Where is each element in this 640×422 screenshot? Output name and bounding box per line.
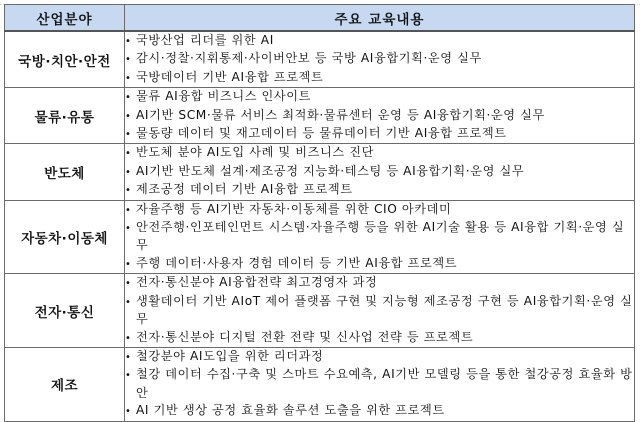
row-content [125,144,635,200]
table-row [5,200,635,274]
content-list [125,32,634,87]
bullet-icon: • [125,223,132,235]
table-row [5,88,635,144]
list-item: • 감시·정찰·지휘통제·사이버안보 등 국방 AI융합기획·운영 실무 [125,50,634,68]
list-item: • 안전주행·인포테인먼트 시스템·자율주행 등을 위한 AI기술 활용 등 AI융합 기획·운영 실무 [125,220,625,253]
bullet-icon: • [125,166,132,178]
list-item: • 전자·통신분야 AI융합전략 최고경영자 과정 [125,274,634,292]
bullet-icon: • [125,278,132,290]
row-category: 반도체 [5,144,125,200]
row-category: 국방·치안·안전 [5,31,125,88]
bullet-icon: • [125,92,132,104]
header-content: 주요 교육내용 [125,5,635,32]
table-row [5,347,635,421]
content-list [125,88,634,143]
bullet-icon: • [125,296,132,308]
table-header-row [5,5,635,32]
row-content [125,88,635,144]
list-item: • 물류 AI융합 비즈니스 인사이트 [125,88,634,106]
row-content [125,31,635,88]
table-row [5,274,635,348]
bullet-icon: • [125,406,132,418]
bullet-icon: • [125,370,132,382]
bullet-icon: • [125,54,132,66]
list-item: • AI기반 SCM·물류 서비스 최적화·물류센터 운영 등 AI융합기획·운영 실무 [125,107,634,125]
list-item: • AI기반 반도체 설계·제조공정 지능화·테스팅 등 AI융합기획·운영 실무 [125,163,634,181]
bullet-icon: • [125,110,132,122]
list-item: • 자율주행 등 AI기반 자동차·이동체를 위한 CIO 아카데미 [125,201,634,219]
row-content [125,200,635,274]
list-item: • 주행 데이터·사용자 경험 데이터 등 기반 AI융합 프로젝트 [125,255,634,273]
row-content [125,347,635,421]
bullet-icon: • [125,72,132,84]
bullet-icon: • [125,129,132,141]
bullet-icon: • [125,258,132,270]
content-list [125,201,634,274]
bullet-icon: • [125,36,132,47]
list-item: • 철강분야 AI도입을 위한 리더과정 [125,348,634,366]
list-item: • 철강 데이터 수집·구축 및 스마트 수요예측, AI기반 모델링 등을 통한 철강공정 효율화 방안 [125,367,633,400]
list-item: • 국방데이터 기반 AI융합 프로젝트 [125,69,634,87]
bullet-icon: • [125,148,132,160]
row-category: 자동차·이동체 [5,200,125,274]
bullet-icon: • [125,351,132,363]
header-category: 산업분야 [5,5,125,32]
row-category: 제조 [5,347,125,421]
bullet-icon: • [125,332,132,344]
bullet-icon: • [125,204,132,216]
row-category: 물류·유통 [5,88,125,144]
education-table [4,4,635,422]
list-item: • 물동량 데이터 및 재고데이터 등 물류데이터 기반 AI융합 프로젝트 [125,125,634,143]
row-category: 전자·통신 [5,274,125,348]
content-list [125,144,634,199]
list-item: • 제조공정 데이터 기반 AI융합 프로젝트 [125,181,634,199]
content-list [125,274,634,347]
list-item: • 생활데이터 기반 AIoT 제어 플랫폼 구현 및 지능형 제조공정 구현 등 AI융합기획·운영 실무 [125,293,633,327]
bullet-icon: • [125,185,132,197]
list-item: • AI 기반 생상 공정 효율화 솔루션 도출을 위한 프로젝트 [125,402,634,420]
list-item: • 전자·통신분야 디지털 전환 전략 및 신사업 전략 등 프로젝트 [125,329,634,347]
list-item: • 국방산업 리더를 위한 AI [125,32,634,50]
row-content [125,274,635,348]
table-row [5,31,635,88]
table-row [5,144,635,200]
list-item: • 반도체 분야 AI도입 사례 및 비즈니스 진단 [125,144,634,162]
content-list [125,348,634,421]
